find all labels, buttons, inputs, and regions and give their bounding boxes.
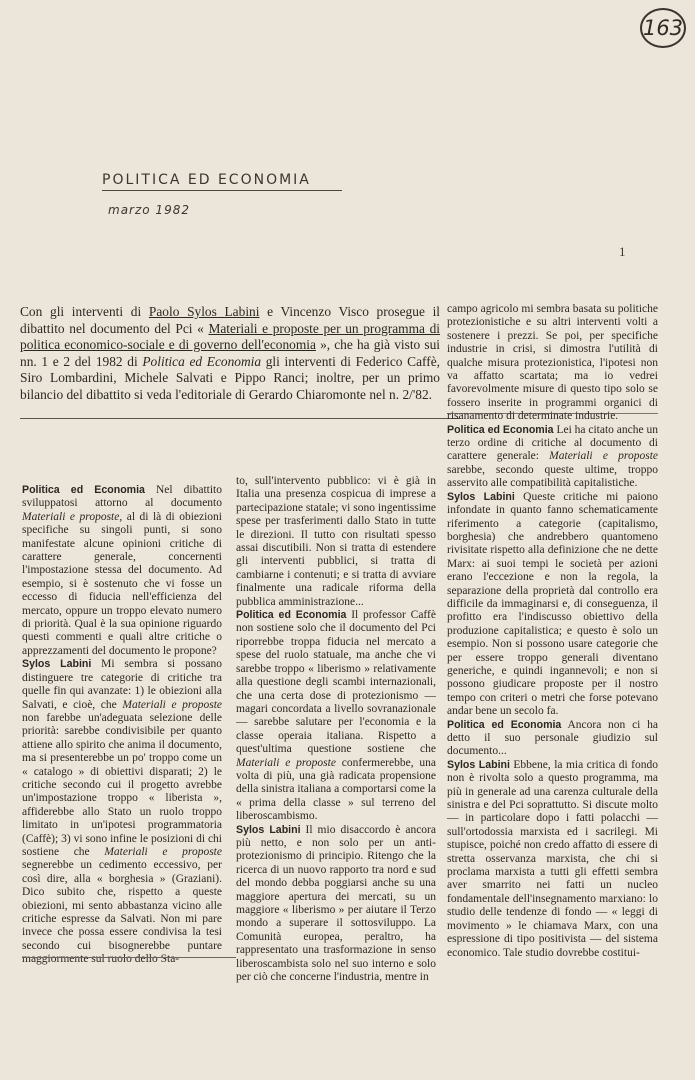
- paragraph-text: Queste critiche mi paiono infondate in quanto fanno schematicamente riferimento a categorie (capitalismo, borghesia) che andrebbero quantomeno rivisitate rispetto alla definizione che ne dette Marx: ai suoi tempi le società per azioni erano l'eccezione e non la regola, la separazione della proprietà dal controllo era difficile da immaginarsi e, di conseguenza, il profitto era l'indiscusso obiettivo della produzione capitalistica; e questo è solo un esempio. Non si possono usare categorie che per essere troppo generali diventano generiche, e quindi ingannevoli; e non si possono giudicare proposte per il nostro tempo con criteri o metri che forse potevano andar bene un secolo fa.: [447, 490, 658, 718]
- column-left: [22, 484, 222, 967]
- archive-number-stamp: [640, 8, 686, 48]
- paragraph-text: sarebbe, secondo queste ultime, troppo asservito alle compatibilità capitalistiche.: [447, 463, 658, 490]
- paragraph-text: Il professor Caffè non sostiene solo che il documento del Pci riporrebbe troppa fiducia nel mercato a spese del ruolo statuale, ma anche che vi sarebbe troppo « liberismo » relativamente alla questione degli scambi internazionali, che una certa dose di protezionismo — magari concordata a livello sovranazionale — sarebbe salutare per l'economia e la classe operaia italiana. Rispetto a quest'ultima questione sostiene che: [236, 609, 436, 756]
- page-number: 1: [619, 244, 626, 259]
- speaker-label: Sylos Labini: [22, 658, 92, 671]
- left-column-divider: [22, 957, 236, 958]
- paragraph-text: non farebbe un'adeguata selezione delle priorità: sarebbe condivisibile per quanto attiene allo spirito che anima il documento, ma si presenterebbe un po' troppo come un « catalogo » di obiettivi disparati; 2) le critiche secondo cui il progetto avrebbe un'impostazione troppo « liberista », affiderebbe allo Stato un ruolo troppo limitato in un'ipotesi programmatoria (Caffè); 3) vi sono infine le posizioni di chi sostiene che: [22, 711, 222, 858]
- question-paragraph: [447, 424, 658, 491]
- document-title: Materiali e proposte per un programma di politica economico-sociale e di governo dell'economia: [20, 320, 440, 353]
- emphasis-text: Materiali e proposte: [104, 845, 222, 858]
- answer-paragraph: [447, 491, 658, 719]
- journal-name: Politica ed Economia: [142, 353, 262, 369]
- question-paragraph: [22, 484, 222, 658]
- emphasis-text: Materiali e proposte: [122, 698, 222, 711]
- archive-number: 163: [642, 16, 684, 40]
- answer-paragraph: [22, 658, 222, 966]
- intro-text: e Vincenzo Visco prosegue il dibattito nel documento del Pci «: [20, 304, 441, 336]
- speaker-label: Politica ed Economia: [22, 484, 145, 496]
- intro-paragraph: [20, 304, 440, 404]
- question-paragraph: [236, 609, 436, 824]
- speaker-label: Politica ed Economia: [447, 423, 554, 436]
- paragraph-text: Mi sembra si possano distinguere tre categorie di critiche tra quelle fin qui avanzate: 1) le obiezioni alla Salvati, e cioè, che: [22, 658, 223, 711]
- paragraph-text: confermerebbe, una volta di più, una già radicata propensione della sinistra italiana a comportarsi come la « prima della classe » sul terreno del liberoscambismo.: [236, 756, 436, 823]
- speaker-label: Sylos Labini: [447, 490, 515, 503]
- handwritten-title: POLITICA ED ECONOMIA: [102, 172, 342, 191]
- column-right: [447, 303, 658, 960]
- emphasis-text: Materiali e proposte: [236, 756, 336, 769]
- speaker-label: Politica ed Economia: [236, 609, 347, 622]
- paragraph-text: segnerebbe un cedimento eccessivo, per così dire, alla « borghesia » (Graziani). Dico subito che, rispetto a queste obiezioni, mi sento abbastanza vicino alle critiche espresse da Salvati. Non mi pare invece che possa essere condivisa la tesi secondo cui bisognerebbe puntare maggiormente sul ruolo dello Sta-: [22, 859, 222, 966]
- handwritten-date: marzo 1982: [108, 203, 190, 217]
- column-middle: [236, 475, 436, 984]
- answer-paragraph: [236, 824, 436, 985]
- paragraph-text: Il mio disaccordo è ancora più netto, e non solo per un anti-protezionismo di principio. Ritengo che la ricerca di un nuovo rapporto tra nord e sud del mondo debba poggiarsi anche su una maggiore apertura dei mercati, su un maggiore « liberismo » per aiutare il Terzo mondo a superare il sottosviluppo. La Comunità europea, peraltro, ha rappresentato una trasformazione in senso liberoscambista solo nel suo interno e solo per ciò che concerne l'industria, mentre in: [236, 823, 436, 984]
- question-paragraph: [447, 719, 658, 759]
- emphasis-text: Materiali e proposte,: [22, 510, 123, 523]
- intro-text: gli interventi di Federico Caffè, Siro Lombardini, Michele Salvati e Pippo Ranci; inoltre, per un primo bilancio del dibattito si veda l'editoriale di Gerardo Chiaromonte nel n. 2/'82.: [20, 353, 441, 402]
- paragraph-text: Lei ha citato anche un terzo ordine di critiche al documento di carattere generale:: [447, 423, 658, 463]
- answer-continuation: campo agricolo mi sembra basata su politiche protezionistiche e su altri interventi volti a sostenere i prezzi. Se poi, per specifiche industrie in crisi, si dimostra l'utilità di qualche misura protezionistica, l'ipotesi non va affatto scartata; ma io vedrei favorevolmente misure di questo tipo solo se fossero inserite in programmi organici di risanamento di determinate industrie.: [447, 303, 658, 423]
- intro-divider: [20, 418, 460, 419]
- speaker-label: Sylos Labini: [447, 758, 510, 771]
- intro-text: Con gli interventi di: [20, 304, 149, 319]
- paragraph-text: al di là di obiezioni specifiche su singoli punti, si sono manifestate alcune opinioni critiche di carattere generale, concernenti l'impostazione stessa del documento. Ad esempio, si è sostenuto che vi fosse un eccesso di fiducia nell'efficienza del mercato, oppure un troppo elevato numero di priorità. Qual è la sua opinione riguardo questi commenti e quali altre critiche o apprezzamenti del documento le propone?: [22, 510, 222, 657]
- intro-text: », che ha già visto sui nn. 1 e 2 del 1982 di: [20, 337, 440, 369]
- paragraph-text: Ebbene, la mia critica di fondo non è rivolta solo a questo programma, ma più in generale ad una carenza culturale della sinistra e del Pci soprattutto. Si discute molto — in particolare dopo i fatti polacchi — sull'ortodossia marxista ed i sacrilegi. Mi stupisce, poiché non credo affatto di essere di stretta osservanza marxista, che chi si proclama marxista a tutti gli effetti sembra aver smarrito nei fatti un nucleo fondamentale dell'insegnamento marxiano: lo studio delle tendenze di fondo — « leggi di movimento » le chiamava Marx, con una espressione di tipo positivista — del sistema economico. Tale studio dovrebbe costitui-: [447, 758, 658, 959]
- answer-paragraph: [447, 759, 658, 960]
- speaker-label: Sylos Labini: [236, 823, 301, 836]
- answer-continuation: to, sull'intervento pubblico: vi è già in Italia una presenza cospicua di imprese a partecipazione statale; vi sono ingentissime spese per trasferimenti dallo Stato in tutte le direzioni. Il tutto con risultati spesso assai discutibili. Non si tratta di estendere gli interventi pubblici, si tratta di cambiarne i contenuti; e si tratta di avviare finalmente una radicale riforma della pubblica amministrazione...: [236, 475, 436, 608]
- paragraph-text: Nel dibattito sviluppatosi attorno al documento: [22, 484, 222, 510]
- paragraph-text: Ancora non ci ha detto il suo personale giudizio sul documento...: [447, 718, 658, 758]
- speaker-label: Politica ed Economia: [447, 718, 562, 731]
- author-name: Paolo Sylos Labini: [148, 304, 260, 319]
- emphasis-text: Materiali e proposte: [549, 450, 658, 463]
